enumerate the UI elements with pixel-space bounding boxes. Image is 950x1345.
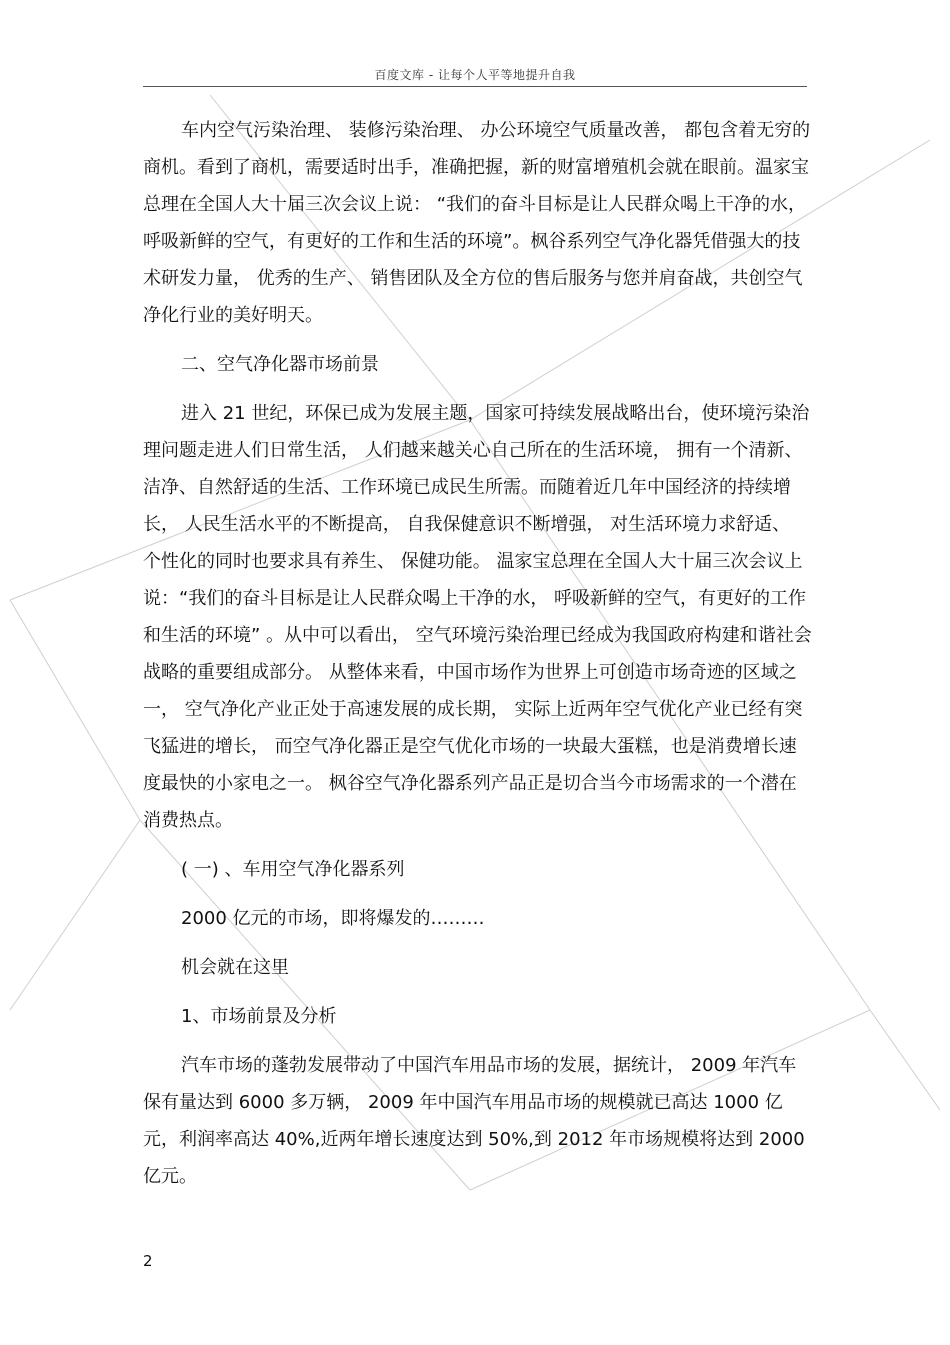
paragraph-car-market-stats: 汽车市场的蓬勃发展带动了中国汽车用品市场的发展，据统计， 2009 年汽车保有量达到 6000 多万辆， 2009 年中国汽车用品市场的规模就已高达 1000 亿元，利润率高达 40%,近两年增长速度达到 50%,到 2012 年市场规模将达到 2000 亿元。 xyxy=(143,1055,805,1187)
subheading-market-analysis: 1、市场前景及分析 xyxy=(181,1006,337,1027)
paragraph-market-outlook: 进入 21 世纪，环保已成为发展主题，国家可持续发展战略出台，使环境污染治理问题走进人们日常生活， 人们越来越关心自己所在的生活环境， 拥有一个清新、洁净、自然舒适的生活、工作环境已成民生所需。而随着近几年中国经济的持续增长， 人民生活水平的不断提高， 自我保健意识不断增强， 对生活环境力求舒适、 个性化的同时也要求具有养生、 保健功能。 温家宝总理在全国人大十届三次会议上说：“我们的奋斗目标是让人民群众喝上干净的水， 呼吸新鲜的空气，有更好的工作和生活的环境” 。从中可以看出， 空气环境污染治理已经成为我国政府构建和谐社会战略的重要组成部分。 从整体来看，中国市场作为世界上可创造市场奇迹的区域之一， 空气净化产业正处于高速发展的成长期， 实际上近两年空气优化产业已经有突飞猛进的增长， 而空气净化器正是空气优化市场的一块最大蛋糕，也是消费增长速度最快的小家电之一。 枫谷空气净化器系列产品正是切合当今市场需求的一个潜在消费热点。 xyxy=(143,403,812,831)
page-header: 百度文库 - 让每个人平等地提升自我 xyxy=(374,68,576,82)
page-number: 2 xyxy=(143,1252,153,1270)
line-market-size: 2000 亿元的市场，即将爆发的……… xyxy=(181,908,485,929)
header-divider xyxy=(143,86,807,87)
line-opportunity: 机会就在这里 xyxy=(181,957,289,978)
document-body xyxy=(143,112,813,1207)
paragraph-business-opportunity: 车内空气污染治理、 装修污染治理、 办公环境空气质量改善， 都包含着无穷的商机。看到了商机，需要适时出手，准确把握，新的财富增殖机会就在眼前。温家宝总理在全国人大十届三次会议上说： “我们的奋斗目标是让人民群众喝上干净的水，呼吸新鲜的空气，有更好的工作和生活的环境”。枫谷系列空气净化器凭借强大的技术研发力量， 优秀的生产、 销售团队及全方位的售后服务与您并肩奋战，共创空气净化行业的美好明天。 xyxy=(143,120,811,326)
section-heading-market-outlook: 二、空气净化器市场前景 xyxy=(181,354,379,375)
subheading-car-purifier-series: ( 一) 、车用空气净化器系列 xyxy=(181,859,405,880)
